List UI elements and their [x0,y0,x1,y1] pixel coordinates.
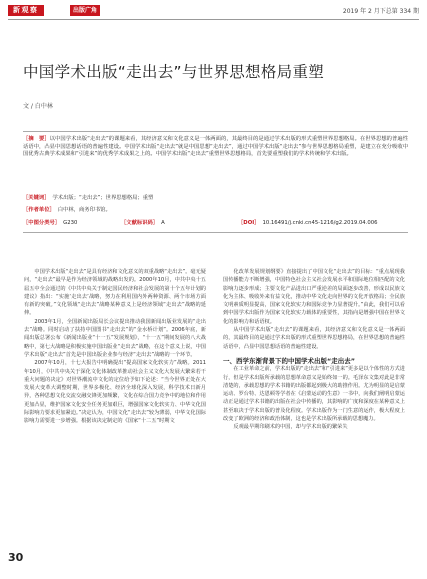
article-title: 中国学术出版“走出去”与世界思想格局重塑 [23,63,325,81]
abstract-label: ［摘 要］ [23,136,50,142]
article-author: 文 / 白中林 [23,103,53,110]
body-column-left [24,268,206,426]
body-paragraph: 2007年10月，十七大报告中明确提出“提高国家文化软实力”战略。2011年10月，《中共中央关于深化文化体制改革推动社会主义文化大发展大繁荣若干重大问题的决定》对世界潮流中文化的定位给予如下论述：“当今世界正处在大发展大变革大调整时期，世界多极化、经济全球化深入发展，科学技术日新月异，各种思想文化交流交融交锋更加频繁，文化在综合国力竞争中的地位和作用更加凸显，维护国家文化安全任务更加艰巨，增强国家文化软实力、中华文化国际影响力要求更加紧迫。”决定认为，中国文化“走出去”较为薄弱，中华文化国际影响力需要进一步增强。根据该决定制定的《国家“十二五”时期文 [24,360,206,425]
author-unit: 白中林，商务印书馆。 [57,207,111,213]
page-number: 30 [8,551,24,564]
abstract-top-divider [23,131,408,132]
clc-label: ［中图分类号］ [23,220,61,226]
body-paragraph: 2003年1月，全国新闻出版局长会议提出推动我国新闻出版业发展的“走出去”战略。同时启动了扶持中国图书“走出去”的“金水桥计划”。2006年底，新闻出版总署公布《新闻出版业“十一五”发展规划》，“十一五”期间发展的八大战略中，第七大战略是积极实施中国出版业“走出去”战略，在这个意义上说，中国学术出版“走出去”首先是中国出版企业参与经济“走出去”战略的一个环节。 [24,318,206,358]
issue-info: 2019 年 2 月下总第 334 期 [342,8,419,15]
body-paragraph: 化改革发展规划纲要》直接提出了中国文化“走出去”的目标：“重点展现我国传播能力不断增强，中国特色社会主义社会发展水平和国际地位相匹配的文化影响力逐步形成；主要文化产品进出口严重逆差的局面逐步改善，形成以民族文化为主体、吸收外来有益文化，推动中华文化走向世界的文化开放格局；全民族文明素质明显提高，国家文化软实力和国际竞争力显著提升。”由此，我们可以看到中国学术出版作为国家文化软实力载体的重要性，其指向是增强中国在世界文化的影响力和话语权。 [223,269,405,325]
header-divider [8,19,419,20]
abstract-text: 以中国学术出版“走出去”的课题来看，其经济意义和文化意义是一体两面的，其最终目的是通过学术出版的形式重塑世界思想格局。在世界思想的普遍性话语中，凸显中国思想话语的普遍性建设。中国学术出版“走出去”就是中国思想“走出去”，通过中国学术出版“走出去”参与世界思想格局重塑，是建立在充分吸收中国优秀古典学术成果和“引进来”的优秀学术成果之上的。中国学术出版“走出去”重塑世界思想格局，首先要重塑我们的学术传统和学术出版。 [23,136,408,158]
doi: 10.16491/j.cnki.cn45-1216/g2.2019.04.006 [262,220,378,226]
body-paragraph: 反观最早期印刷术的中国，却与学术出版的繁荣失 [233,424,348,431]
body-paragraph: 从中国学术出版“走出去”的课题来看，其经济意义和文化意义是一体两面的，其最终目的是通过学术出版的形式重塑世界思想格局，在世界思想的普遍性话语中，凸显中国思想话语的普遍性建设。 [223,327,405,350]
abstract [23,136,408,159]
body-paragraph: 中国学术出版“走出去”是具有经济和文化意义的双重战略“走出去”。毫无疑问，“走出去”最早是作为经济领域的战略出发的。2000年10月，中共中央十五届五中全会通过的《中共中央关于制定国民经济和社会发展的第十个五年计划的建议》指出：“实施‘走出去’战略，努力在利用国内外两种资源、两个市场方面有新的突破。”文化领域“走出去”战略某种意义上是经济领域“走出去”战略的延伸。 [24,269,206,317]
body-column-right [223,268,405,432]
page-header [0,0,427,20]
doc-code: A [161,220,165,226]
author-unit-label: ［作者单位］ [23,207,55,213]
body-paragraph: 在工业革命之前，学术出版的“走出去”和“引进来”更多是以个体性的方式进行，但是学术出版所承载的思想革命意义是始终如一的。毛泽东文集对此是非常清楚的，承载思想的学术书籍的出版都起到极大的助推作用。尤为明显的是启蒙运动、罗台特、达恩顿等学者在《启蒙运动的生意》一书中，向我们阐明启蒙运动正是通过学术书籍的出版在社会中传播的，其影响的广度和深度在某种意义上甚至取决于学术出版的普及化程度。学术出版作为一门生意的运作，极大程度上改变了欧洲的经济和政治体制，这也是学术出版所承载的思想魔力。 [223,366,405,423]
clc-code: G230 [63,220,78,226]
doi-label: ［DOI］ [238,220,260,226]
doi-cell [238,220,377,227]
column-name-badge: 新观察 [8,5,44,16]
doc-code-cell [121,220,165,227]
clc-cell [23,220,77,227]
doc-code-label: ［文献标识码］ [121,220,159,226]
abstract-bottom-divider [23,232,408,233]
keywords-label: ［关键词］ [23,195,50,201]
keywords-line [23,195,408,202]
keywords: 学术出版；“走出去”；世界思想格局；重塑 [52,195,154,201]
author-unit-line [23,207,408,214]
section-heading: 一、西学东渐背景下的中国学术出版“走出去” [223,356,356,365]
journal-logo: 出版广角 [70,5,100,16]
